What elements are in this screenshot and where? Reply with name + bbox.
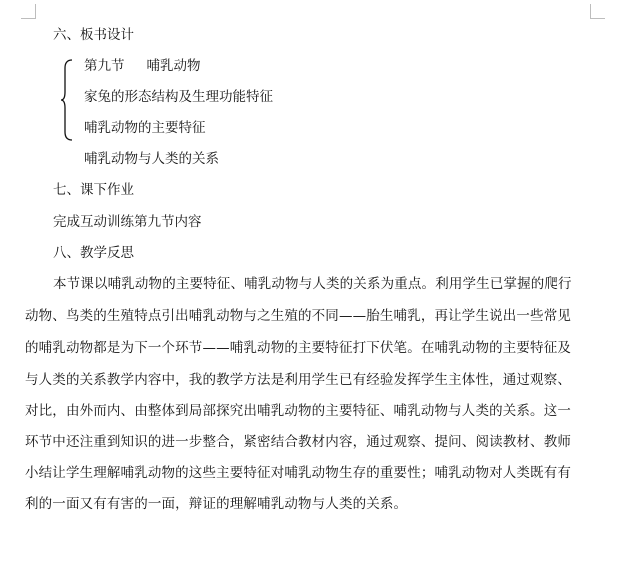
reflection-line-2: 动物、鸟类的生殖特点引出哺乳动物与之生殖的不同——胎生哺乳，再让学生说出一些常见 — [25, 308, 571, 324]
board-line-1-left: 第九节 — [84, 58, 125, 74]
board-line-1-right: 哺乳动物 — [146, 58, 201, 74]
reflection-line-6: 环节中还注重到知识的进一步整合，紧密结合教材内容，通过观察、提问、阅读教材、教师 — [25, 434, 571, 450]
section7-content: 完成互动训练第九节内容 — [53, 214, 202, 230]
margin-corner-mark-right — [590, 4, 605, 19]
board-line-2: 家兔的形态结构及生理功能特征 — [84, 89, 273, 105]
board-line-3: 哺乳动物的主要特征 — [84, 120, 206, 136]
reflection-line-1: 本节课以哺乳动物的主要特征、哺乳动物与人类的关系为重点。利用学生已掌握的爬行 — [53, 276, 572, 292]
section7-heading: 七、课下作业 — [53, 182, 134, 198]
board-line-4: 哺乳动物与人类的关系 — [84, 151, 219, 167]
reflection-line-4: 与人类的关系教学内容中，我的教学方法是利用学生已有经验发挥学生主体性，通过观察、 — [25, 372, 571, 388]
reflection-line-8: 利的一面又有有害的一面，辩证的理解哺乳动物与人类的关系。 — [25, 496, 408, 512]
reflection-line-5: 对比，由外而内、由整体到局部探究出哺乳动物的主要特征、哺乳动物与人类的关系。这一 — [25, 403, 571, 419]
reflection-line-3: 的哺乳动物都是为下一个环节——哺乳动物的主要特征打下伏笔。在哺乳动物的主要特征及 — [25, 340, 571, 356]
board-line-1 — [84, 58, 201, 74]
section6-heading: 六、板书设计 — [53, 27, 134, 43]
reflection-line-7: 小结让学生理解哺乳动物的这些主要特征对哺乳动物生存的重要性；哺乳动物对人类既有有 — [25, 465, 571, 481]
margin-corner-mark-left — [21, 4, 36, 19]
section8-heading: 八、教学反思 — [53, 245, 134, 261]
brace-icon — [60, 59, 74, 141]
